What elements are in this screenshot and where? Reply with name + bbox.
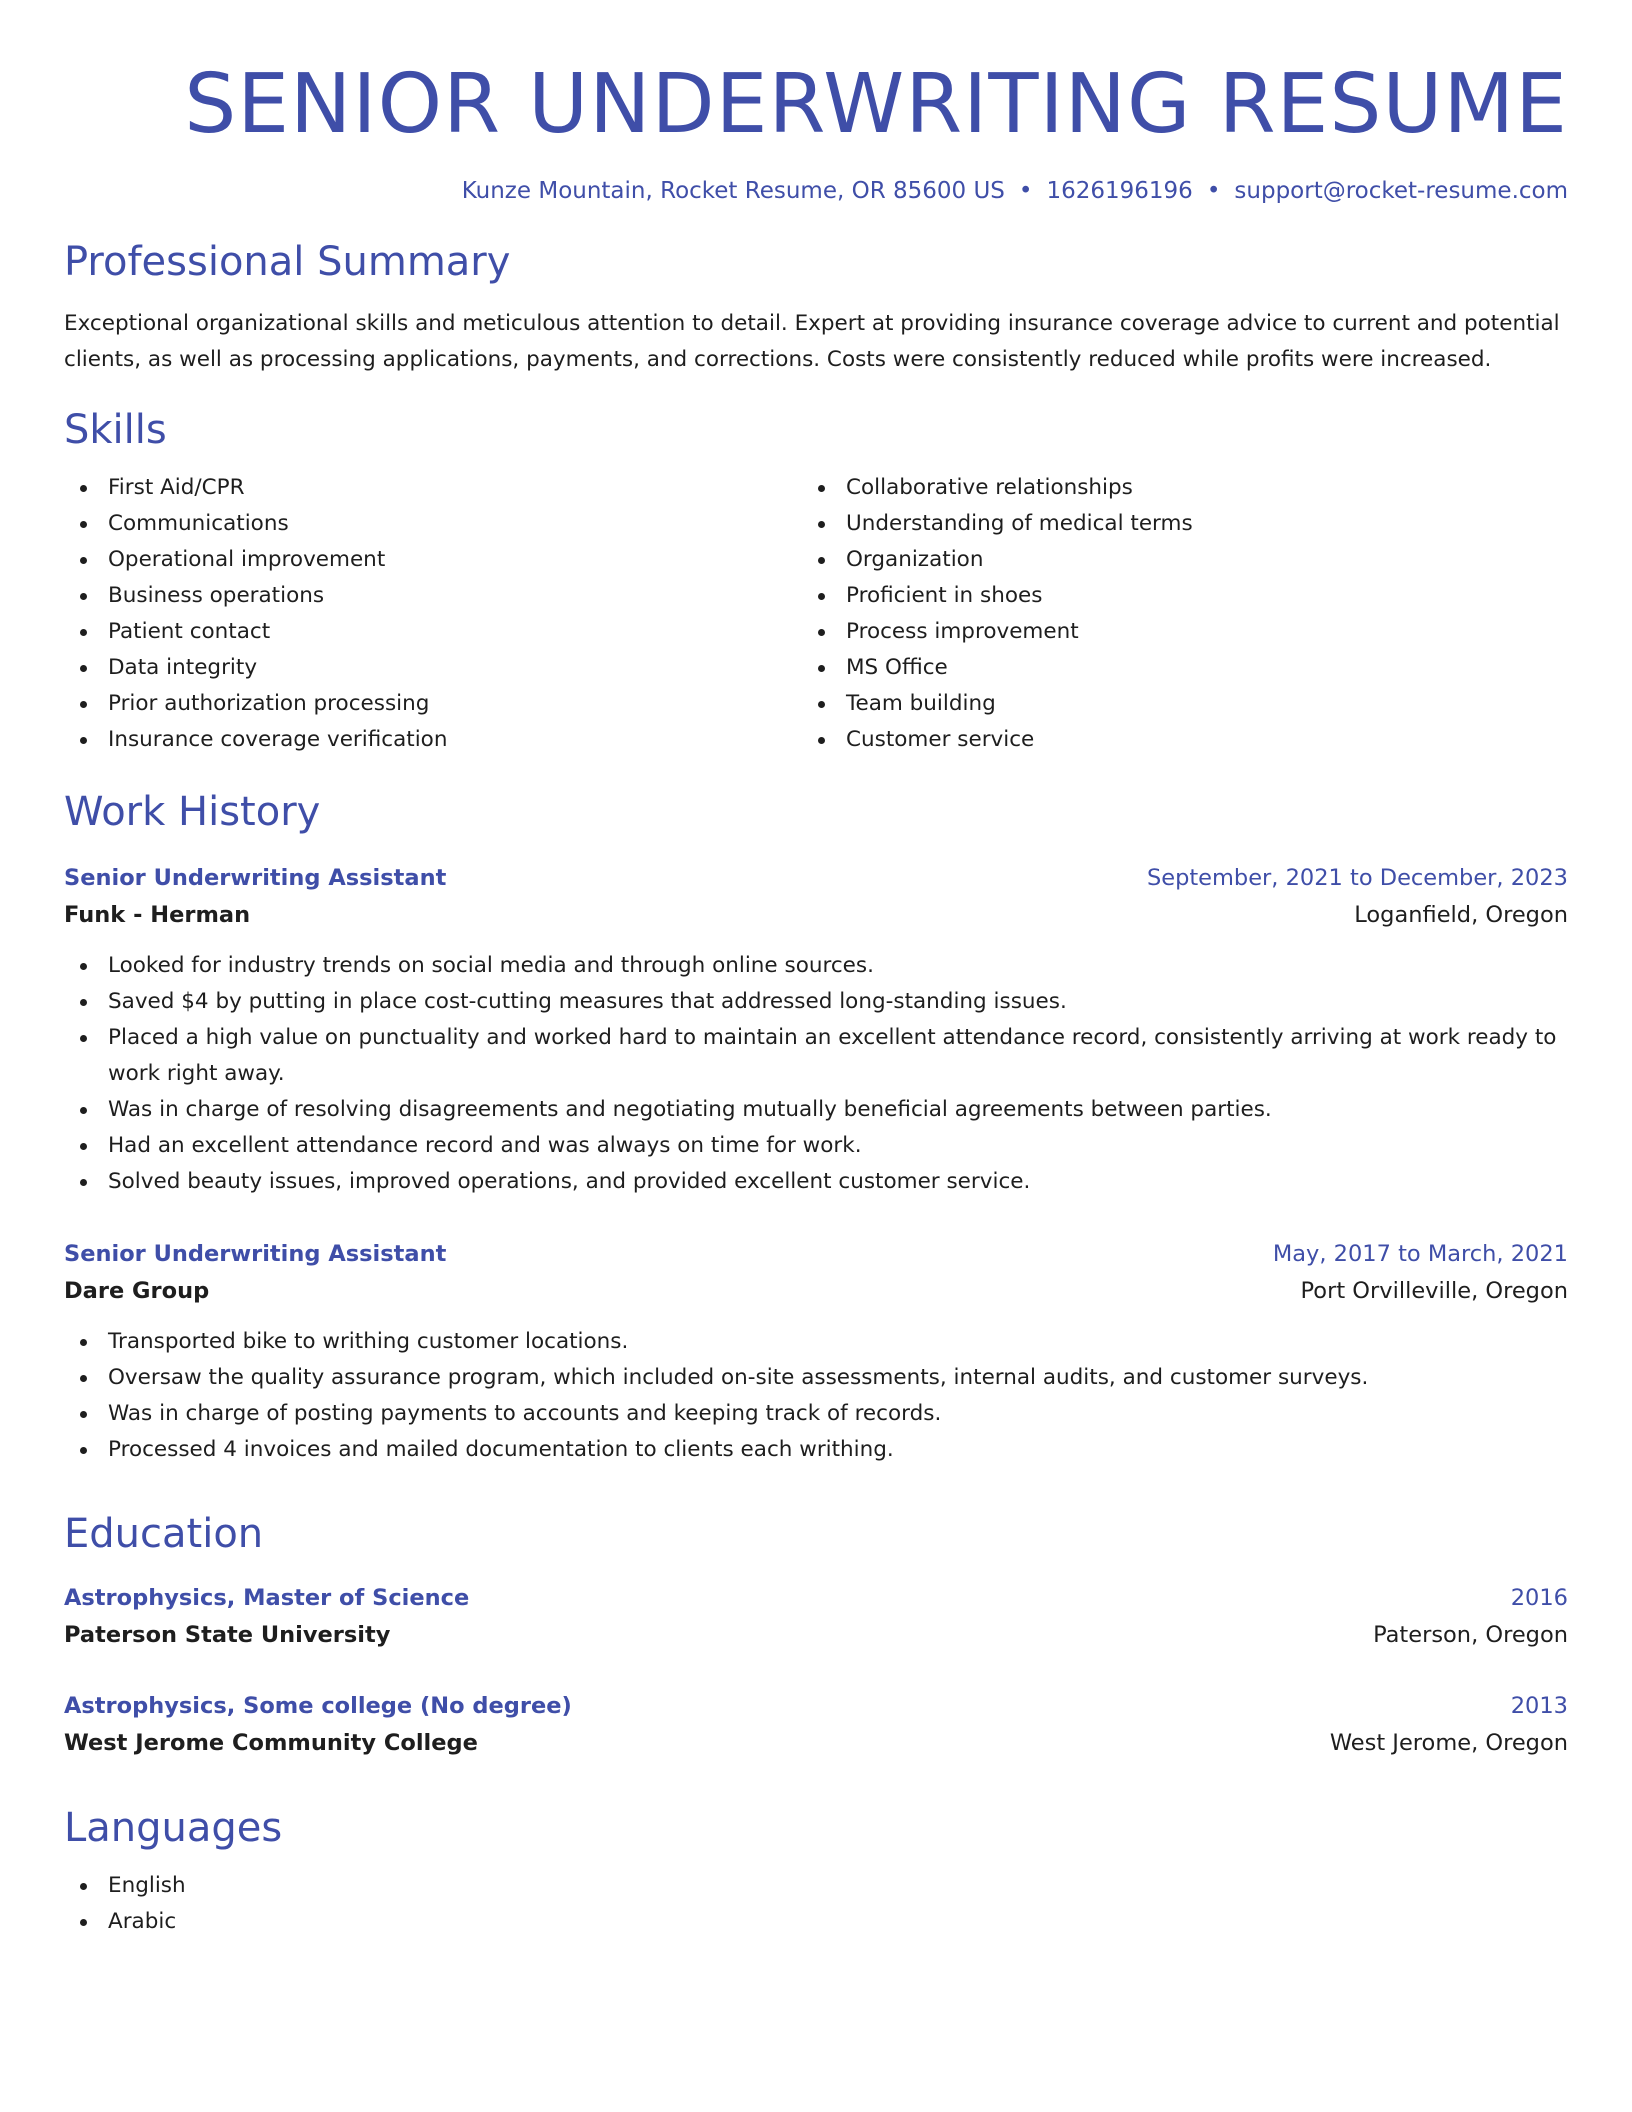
job-bullets <box>64 948 1568 1200</box>
education-degree: Astrophysics, Master of Science <box>64 1585 470 1611</box>
skills-list-right <box>802 470 1540 758</box>
job-title-row <box>64 1236 1568 1272</box>
job-bullet: Saved $4 by putting in place cost-cutting measures that addressed long-standing issues. <box>64 984 1568 1020</box>
section-heading-work-history: Work History <box>64 789 321 835</box>
skill-item: MS Office <box>802 650 1540 686</box>
skill-item: Data integrity <box>64 650 802 686</box>
job-bullet: Looked for industry trends on social media and through online sources. <box>64 948 1568 984</box>
job-dates: May, 2017 to March, 2021 <box>1272 1241 1568 1267</box>
skill-item: Customer service <box>802 722 1540 758</box>
job-entry <box>64 1236 1568 1468</box>
education-section <box>64 1508 1568 1762</box>
contact-address: Kunze Mountain, Rocket Resume, OR 85600 US <box>461 178 1005 204</box>
education-degree-row <box>64 1580 1568 1616</box>
contact-email[interactable]: support@rocket-resume.com <box>1234 178 1568 204</box>
education-school-row <box>64 1724 1568 1762</box>
job-bullets <box>64 1324 1568 1468</box>
job-bullet: Was in charge of posting payments to accounts and keeping track of records. <box>64 1396 1568 1432</box>
job-bullet: Oversaw the quality assurance program, which included on-site assessments, internal audits, and customer surveys. <box>64 1360 1568 1396</box>
job-title: Senior Underwriting Assistant <box>64 1241 447 1267</box>
job-bullet: Was in charge of resolving disagreements and negotiating mutually beneficial agreements between parties. <box>64 1092 1568 1128</box>
job-bullet: Transported bike to writhing customer locations. <box>64 1324 1568 1360</box>
skill-item: Organization <box>802 542 1540 578</box>
skill-item: Insurance coverage verification <box>64 722 802 758</box>
skill-item: First Aid/CPR <box>64 470 802 506</box>
job-location: Loganfield, Oregon <box>1354 902 1568 928</box>
skill-item: Prior authorization processing <box>64 686 802 722</box>
section-heading-skills: Skills <box>64 407 167 453</box>
job-location: Port Orvilleville, Oregon <box>1300 1278 1568 1304</box>
skills-section <box>64 404 1568 758</box>
language-item: Arabic <box>64 1904 1568 1940</box>
resume-header <box>64 50 1568 208</box>
education-year: 2013 <box>1510 1693 1568 1719</box>
skill-item: Process improvement <box>802 614 1540 650</box>
skill-item: Patient contact <box>64 614 802 650</box>
section-heading-languages: Languages <box>64 1805 283 1851</box>
languages-list <box>64 1868 1568 1940</box>
job-company-row <box>64 896 1568 934</box>
education-entry <box>64 1580 1568 1654</box>
job-entry <box>64 860 1568 1200</box>
education-degree: Astrophysics, Some college (No degree) <box>64 1693 572 1719</box>
contact-phone: 1626196196 <box>1046 178 1193 204</box>
contact-separator: • <box>1018 178 1033 204</box>
contact-line <box>64 174 1568 208</box>
education-school: Paterson State University <box>64 1622 391 1648</box>
job-company: Funk - Herman <box>64 902 251 928</box>
job-company-row <box>64 1272 1568 1310</box>
education-entry <box>64 1688 1568 1762</box>
skill-item: Communications <box>64 506 802 542</box>
job-bullet: Processed 4 invoices and mailed documentation to clients each writhing. <box>64 1432 1568 1468</box>
job-title: Senior Underwriting Assistant <box>64 865 447 891</box>
skills-columns <box>64 470 1568 758</box>
languages-section <box>64 1802 1568 1940</box>
skill-item: Collaborative relationships <box>802 470 1540 506</box>
job-company: Dare Group <box>64 1278 210 1304</box>
skill-item: Team building <box>802 686 1540 722</box>
language-item: English <box>64 1868 1568 1904</box>
skill-item: Understanding of medical terms <box>802 506 1540 542</box>
professional-summary-section <box>64 236 1568 378</box>
job-title-row <box>64 860 1568 896</box>
skill-item: Proficient in shoes <box>802 578 1540 614</box>
skill-item: Operational improvement <box>64 542 802 578</box>
work-history-section <box>64 786 1568 1468</box>
education-school: West Jerome Community College <box>64 1730 478 1756</box>
job-bullet: Had an excellent attendance record and was always on time for work. <box>64 1128 1568 1164</box>
resume-title: SENIOR UNDERWRITING RESUME <box>184 57 1568 152</box>
education-location: West Jerome, Oregon <box>1329 1730 1568 1756</box>
section-heading-summary: Professional Summary <box>64 239 511 285</box>
education-degree-row <box>64 1688 1568 1724</box>
contact-separator: • <box>1206 178 1221 204</box>
skill-item: Business operations <box>64 578 802 614</box>
education-school-row <box>64 1616 1568 1654</box>
skills-list-left <box>64 470 802 758</box>
job-bullet: Placed a high value on punctuality and worked hard to maintain an excellent attendance record, consistently arriving at work ready to work right away. <box>64 1020 1568 1092</box>
job-dates: September, 2021 to December, 2023 <box>1146 865 1568 891</box>
education-location: Paterson, Oregon <box>1373 1622 1568 1648</box>
education-year: 2016 <box>1510 1585 1568 1611</box>
summary-text: Exceptional organizational skills and meticulous attention to detail. Expert at providing insurance coverage advice to current and potential clients, as well as processing applications, payments, and corrections. Costs were consistently reduced while profits were increased. <box>64 311 1560 372</box>
job-bullet: Solved beauty issues, improved operations, and provided excellent customer service. <box>64 1164 1568 1200</box>
section-heading-education: Education <box>64 1511 264 1557</box>
